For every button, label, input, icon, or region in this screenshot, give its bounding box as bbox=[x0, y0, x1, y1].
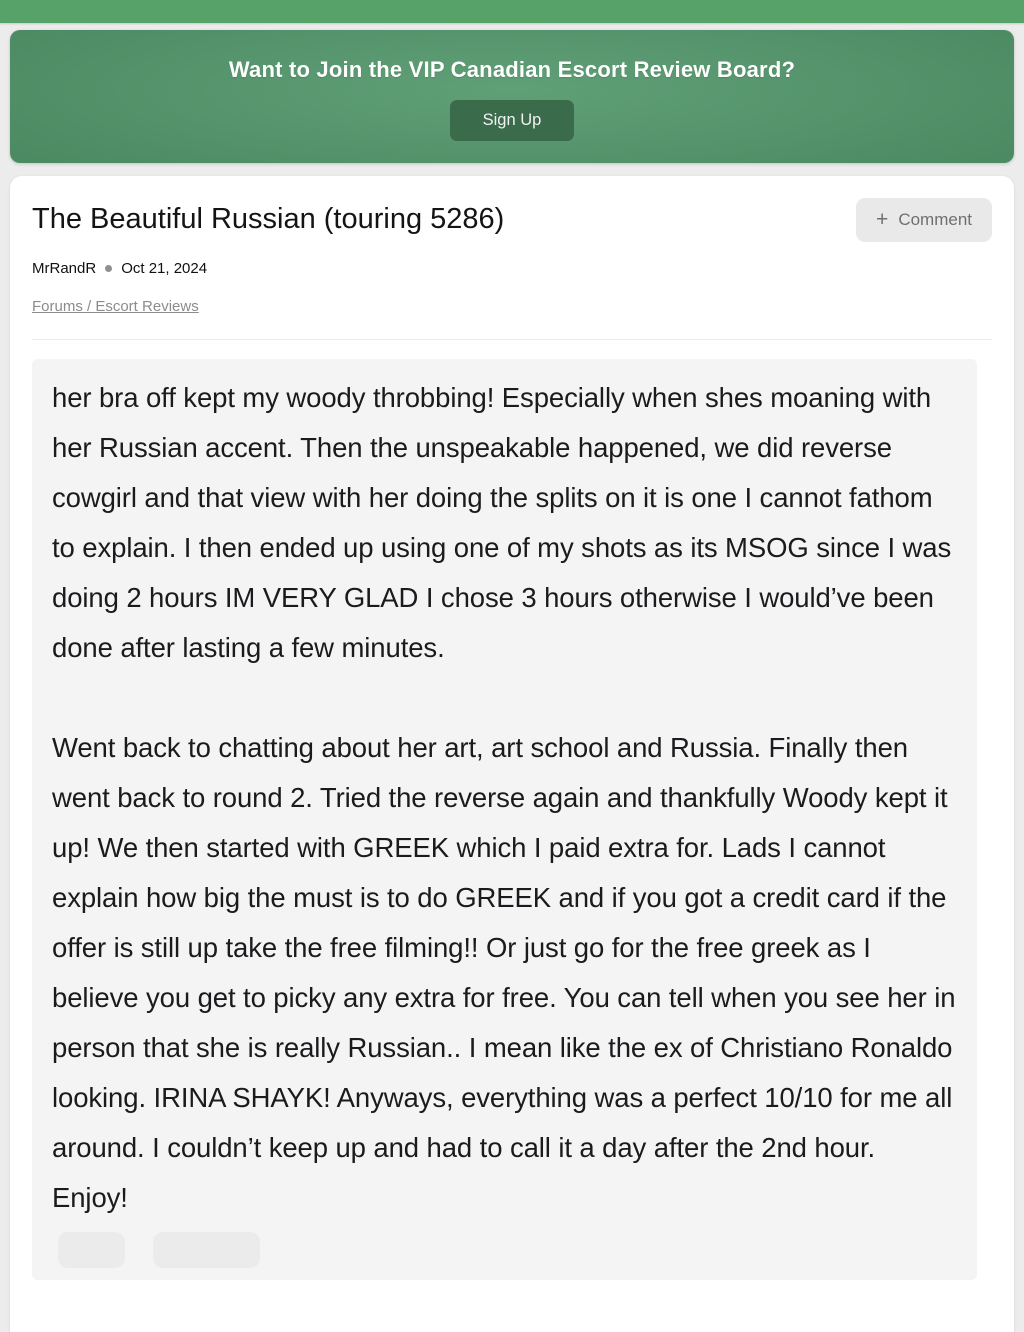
divider bbox=[32, 339, 992, 340]
breadcrumb[interactable]: Forums / Escort Reviews bbox=[32, 298, 199, 315]
promo-headline: Want to Join the VIP Canadian Escort Review Board? bbox=[228, 57, 796, 82]
sign-up-button[interactable]: Sign Up bbox=[450, 100, 574, 141]
signup-promo-banner bbox=[10, 30, 1014, 163]
post-paragraph: her bra off kept my woody throbbing! Especially when shes moaning with her Russian accent. Then the unspeakable happened, we did reverse cowgirl and that view with her doing the splits on it is one I cannot fathom to explain. I then ended up using one of my shots as its MSOG since I was doing 2 hours IM VERY GLAD I chose 3 hours otherwise I would’ve been done after lasting a few minutes. bbox=[52, 382, 952, 663]
page-title: The Beautiful Russian (touring 5286) bbox=[32, 203, 505, 235]
reaction-chip[interactable] bbox=[153, 1232, 260, 1268]
top-nav-bar bbox=[0, 0, 1024, 23]
reaction-chip[interactable] bbox=[58, 1232, 125, 1268]
comment-button-label: Comment bbox=[898, 210, 972, 229]
plus-icon: + bbox=[876, 208, 889, 231]
post-actions-row bbox=[52, 1232, 957, 1268]
post-paragraph: Went back to chatting about her art, art school and Russia. Finally then went back to round 2. Tried the reverse again and thankfully Woody kept it up! We then started with GREEK which I paid extra for. Lads I cannot explain how big the must is to do GREEK and if you got a credit card if the offer is still up take the free filming!! Or just go for the free greek as I believe you get to picky any extra for free. You can tell when you see her in person that she is really Russian.. I mean like the ex of Christiano Ronaldo looking. IRINA SHAYK! Anyways, everything was a perfect 10/10 for me all around. I couldn’t keep up and had to call it a day after the 2nd hour. Enjoy! bbox=[52, 732, 956, 1213]
comment-button[interactable] bbox=[856, 198, 992, 242]
thread-card bbox=[10, 176, 1014, 1332]
post-body bbox=[32, 359, 977, 1280]
author-name[interactable]: MrRandR bbox=[32, 260, 97, 277]
post-meta bbox=[32, 260, 992, 277]
title-row bbox=[32, 198, 992, 242]
dot-separator-icon bbox=[105, 265, 112, 272]
post-date: Oct 21, 2024 bbox=[121, 260, 208, 277]
